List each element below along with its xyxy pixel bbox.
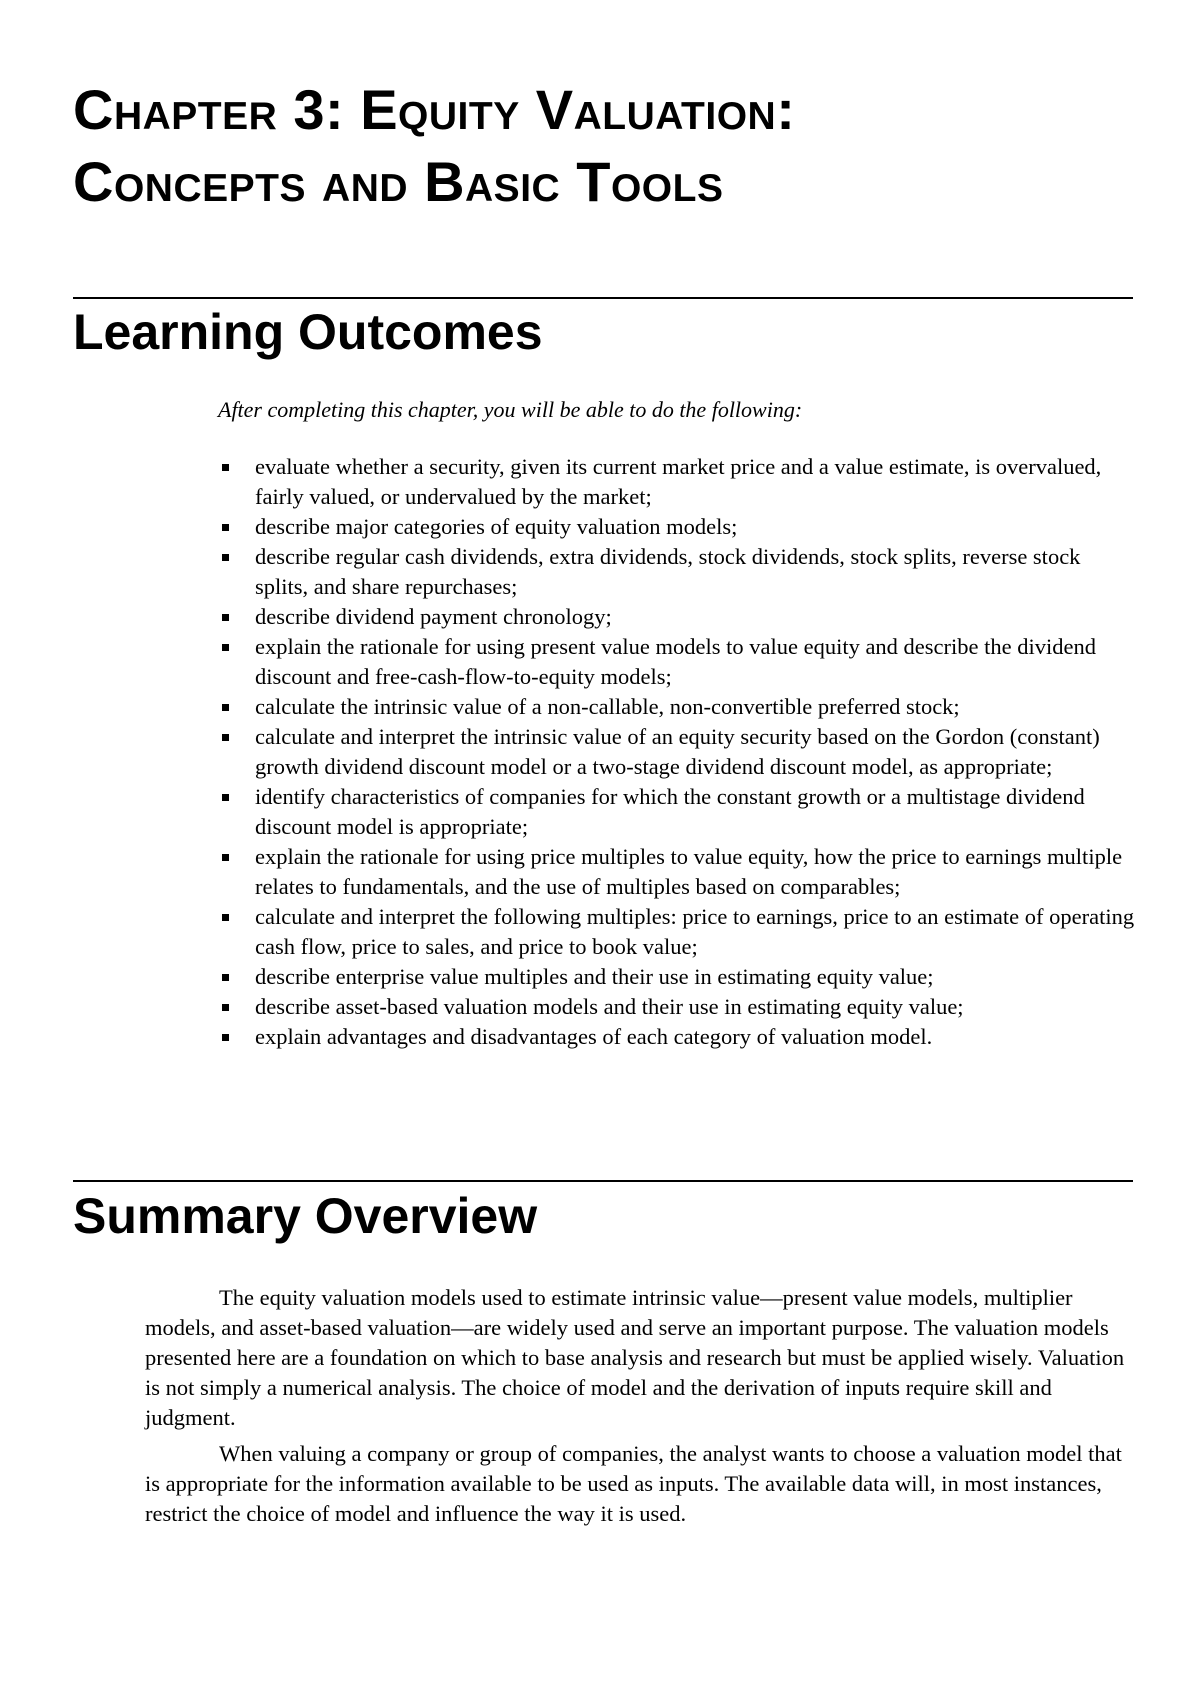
learning-outcomes-list [218, 452, 1138, 1052]
list-item-text: describe asset-based valuation models and their use in estimating equity value; [255, 994, 964, 1019]
square-bullet-icon [222, 914, 229, 921]
chapter-title-line-1: Chapter 3: Equity Valuation: [73, 78, 796, 141]
list-item [218, 992, 1138, 1022]
list-item [218, 602, 1138, 632]
list-item-text: calculate the intrinsic value of a non-callable, non-convertible preferred stock; [255, 694, 960, 719]
summary-overview-heading: Summary Overview [73, 1188, 538, 1244]
section-divider-learning-outcomes [73, 297, 1133, 299]
summary-paragraph-1: The equity valuation models used to estimate intrinsic value—present value models, multiplier models, and asset-based valuation—are widely used and serve an important purpose. The valuation models presented here are a foundation on which to base analysis and research but must be applied wisely. Valuation is not simply a numerical analysis. The choice of model and the derivation of inputs require skill and judgment. [145, 1285, 1125, 1430]
square-bullet-icon [222, 794, 229, 801]
list-item [218, 512, 1138, 542]
list-item [218, 542, 1138, 602]
summary-overview-body [145, 1283, 1135, 1535]
square-bullet-icon [222, 554, 229, 561]
list-item [218, 692, 1138, 722]
square-bullet-icon [222, 854, 229, 861]
chapter-title-line-2: Concepts and Basic Tools [73, 150, 724, 213]
list-item-text: describe major categories of equity valuation models; [255, 514, 738, 539]
list-item-text: evaluate whether a security, given its current market price and a value estimate, is overvalued, fairly valued, or undervalued by the market; [255, 454, 1102, 509]
square-bullet-icon [222, 704, 229, 711]
list-item [218, 842, 1138, 902]
chapter-title [73, 74, 1133, 218]
square-bullet-icon [222, 1034, 229, 1041]
list-item-text: explain the rationale for using present value models to value equity and describe the dividend discount and free-cash-flow-to-equity models; [255, 634, 1096, 689]
section-divider-summary-overview [73, 1180, 1133, 1182]
square-bullet-icon [222, 974, 229, 981]
list-item [218, 722, 1138, 782]
list-item-text: explain advantages and disadvantages of each category of valuation model. [255, 1024, 933, 1049]
summary-paragraph-2: When valuing a company or group of companies, the analyst wants to choose a valuation model that is appropriate for the information available to be used as inputs. The available data will, in most instances, restrict the choice of model and influence the way it is used. [145, 1441, 1122, 1526]
list-item-text: explain the rationale for using price multiples to value equity, how the price to earnings multiple relates to fundamentals, and the use of multiples based on comparables; [255, 844, 1123, 899]
learning-outcomes-intro: After completing this chapter, you will be able to do the following: [218, 397, 803, 422]
square-bullet-icon [222, 1004, 229, 1011]
square-bullet-icon [222, 464, 229, 471]
list-item [218, 782, 1138, 842]
square-bullet-icon [222, 524, 229, 531]
learning-outcomes-heading: Learning Outcomes [73, 304, 543, 360]
list-item [218, 452, 1138, 512]
list-item [218, 962, 1138, 992]
list-item [218, 632, 1138, 692]
list-item [218, 1022, 1138, 1052]
list-item-text: describe dividend payment chronology; [255, 604, 612, 629]
square-bullet-icon [222, 734, 229, 741]
list-item-text: describe regular cash dividends, extra dividends, stock dividends, stock splits, reverse stock splits, and share repurchases; [255, 544, 1081, 599]
list-item [218, 902, 1138, 962]
square-bullet-icon [222, 644, 229, 651]
list-item-text: calculate and interpret the intrinsic value of an equity security based on the Gordon (constant) growth dividend discount model or a two-stage dividend discount model, as appropriate; [255, 724, 1100, 779]
list-item-text: calculate and interpret the following multiples: price to earnings, price to an estimate of operating cash flow, price to sales, and price to book value; [255, 904, 1135, 959]
square-bullet-icon [222, 614, 229, 621]
list-item-text: describe enterprise value multiples and their use in estimating equity value; [255, 964, 934, 989]
list-item-text: identify characteristics of companies for which the constant growth or a multistage dividend discount model is appropriate; [255, 784, 1085, 839]
